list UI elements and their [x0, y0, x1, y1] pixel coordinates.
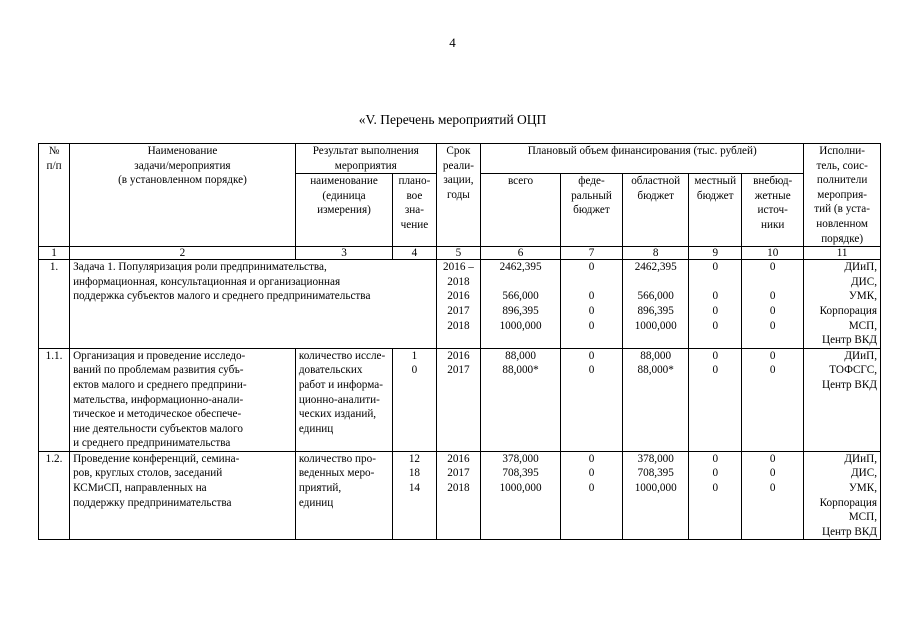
cell-line: 0 [588, 349, 595, 362]
cell-line: ДИиП, [844, 349, 877, 362]
cell-line: 2018 [447, 482, 470, 495]
header-row-1 [39, 144, 881, 174]
cell-line: поддержка субъектов малого и среднего предпринимательства [73, 290, 371, 303]
row-external [742, 348, 804, 451]
cell-line: УМК, [848, 290, 877, 303]
cell-line: ТОФСГС, [829, 364, 877, 377]
cell-line: 0 [411, 364, 418, 377]
cell-line: 378,000 [502, 452, 539, 465]
cell-line: 12 [408, 452, 420, 465]
table-row [39, 348, 881, 451]
column-number: 4 [393, 247, 436, 260]
cell-line: ческих изданий, [298, 408, 377, 421]
cell-line: 708,395 [637, 467, 674, 480]
cell-line [564, 275, 619, 290]
cell-line: количество про- [298, 452, 376, 465]
cell-line: Центр ВКД [821, 525, 877, 538]
header-executor [804, 144, 881, 247]
cell-line: наименование [310, 175, 378, 188]
cell-line: Срок [446, 145, 471, 157]
cell-line: работ и информа- [298, 378, 383, 391]
cell-line: Организация и проведение исследо- [73, 349, 246, 362]
row-result-plan [393, 451, 436, 540]
row-executor [804, 260, 881, 349]
row-federal [560, 260, 622, 349]
cell-line: полнители [816, 174, 868, 187]
cell-line: 0 [769, 319, 776, 332]
cell-line: измерения) [317, 204, 371, 217]
cell-line: 2018 [447, 275, 470, 288]
row-num: 1.2. [39, 451, 70, 540]
row-local [689, 348, 742, 451]
cell-line: тическое и методическое обеспече- [73, 408, 242, 421]
cell-line: единиц [298, 496, 334, 509]
header-federal [560, 174, 622, 247]
row-local [689, 451, 742, 540]
cell-line: 0 [588, 482, 595, 495]
section-heading: «V. Перечень мероприятий ОЦП [358, 112, 547, 127]
cell-line [745, 275, 800, 290]
cell-line: 0 [588, 319, 595, 332]
cell-line: 0 [588, 467, 595, 480]
cell-line: бюджет [696, 189, 734, 202]
column-number: 7 [560, 247, 622, 260]
cell-line: Исполни- [819, 145, 866, 157]
cell-line: Задача 1. Популяризация роли предпринимательства, [73, 261, 327, 274]
cell-line: 88,000* [637, 364, 674, 377]
cell-line: КСМиСП, направленных на [73, 482, 207, 495]
header-external [742, 174, 804, 247]
cell-line: зна- [404, 204, 424, 217]
cell-line: Корпорация [819, 496, 877, 509]
row-local [689, 260, 742, 349]
cell-line: (в установленном порядке) [118, 174, 247, 187]
cell-line: информационная, консультационная и организационная [73, 275, 341, 288]
cell-line: 0 [769, 304, 776, 317]
cell-line: 566,000 [637, 290, 674, 303]
row-regional [623, 348, 689, 451]
cell-line: мероприя- [817, 188, 867, 201]
cell-line: тель, соис- [816, 159, 868, 172]
cell-line: феде- [578, 175, 605, 188]
header-total: всего [481, 174, 561, 247]
column-number: 3 [295, 247, 392, 260]
cell-line: бюджет [573, 204, 610, 217]
cell-line: 0 [712, 319, 719, 332]
row-regional [623, 451, 689, 540]
cell-line: ДИС, [851, 275, 877, 288]
row-years [436, 451, 481, 540]
header-task [70, 144, 296, 247]
cell-line: 2016 [447, 290, 470, 303]
cell-line: 1000,000 [634, 319, 677, 332]
cell-line: плано- [398, 175, 431, 188]
row-result-name [295, 348, 392, 451]
cell-line: Центр ВКД [821, 378, 877, 391]
header-num [39, 144, 70, 247]
page-number: 4 [449, 35, 456, 50]
cell-line: 0 [712, 364, 719, 377]
cell-line: внебюд- [753, 175, 793, 188]
cell-line: задачи/мероприятия [134, 159, 231, 172]
cell-line: 566,000 [502, 290, 539, 303]
cell-line: 0 [712, 349, 719, 362]
row-result-plan [393, 348, 436, 451]
cell-line: тий (в уста- [814, 203, 870, 216]
cell-line: ДИиП, [844, 261, 877, 274]
row-external [742, 451, 804, 540]
cell-line: 0 [712, 482, 719, 495]
cell-line: 0 [588, 304, 595, 317]
cell-line: 2462,395 [634, 261, 677, 274]
row-regional [623, 260, 689, 349]
cell-line: ние деятельности субъектов малого [73, 422, 243, 435]
cell-line: 0 [588, 290, 595, 303]
cell-line: 14 [408, 482, 420, 495]
cell-line: ционно-аналити- [298, 393, 380, 406]
cell-line: 0 [769, 290, 776, 303]
cell-line: зации, [443, 174, 474, 187]
cell-line: 2018 [447, 319, 470, 332]
cell-line: 0 [712, 467, 719, 480]
cell-line: 378,000 [637, 452, 674, 465]
cell-line: УМК, [848, 482, 877, 495]
row-result-name [295, 451, 392, 540]
cell-line: новленном [816, 217, 868, 230]
header-regional [623, 174, 689, 247]
header-funding: Плановый объем финансирования (тыс. рублей) [481, 144, 804, 174]
row-num: 1. [39, 260, 70, 349]
cell-line: 88,000 [505, 349, 536, 362]
row-executor [804, 348, 881, 451]
cell-line: 18 [408, 467, 420, 480]
cell-line: источ- [757, 204, 788, 217]
cell-line: 0 [588, 452, 595, 465]
column-number: 2 [70, 247, 296, 260]
row-external [742, 260, 804, 349]
cell-line: 1000,000 [634, 482, 677, 495]
cell-line: 1 [411, 349, 418, 362]
cell-line: приятий, [298, 482, 342, 495]
cell-line: Центр ВКД [821, 334, 877, 347]
column-number: 6 [481, 247, 561, 260]
row-task [70, 260, 437, 349]
cell-line: 2017 [447, 364, 470, 377]
row-federal [560, 348, 622, 451]
cell-line: ники [761, 218, 785, 231]
cell-line [692, 275, 738, 290]
column-number: 5 [436, 247, 481, 260]
cell-line: ров, круглых столов, заседаний [73, 467, 223, 480]
cell-line: веденных меро- [298, 467, 375, 480]
cell-line: 0 [769, 452, 776, 465]
cell-line: 0 [712, 452, 719, 465]
cell-line: 88,000* [502, 364, 539, 377]
header-result [295, 144, 436, 174]
cell-line: № [48, 145, 60, 157]
column-number: 9 [689, 247, 742, 260]
cell-line: ектов малого и среднего предприни- [73, 378, 247, 391]
cell-line: вое [406, 189, 423, 202]
cell-line: 0 [769, 467, 776, 480]
cell-line: 0 [769, 482, 776, 495]
cell-line: довательских [298, 364, 363, 377]
header-term [436, 144, 481, 247]
column-number: 11 [804, 247, 881, 260]
cell-line: 0 [712, 290, 719, 303]
cell-line: Корпорация [819, 304, 877, 317]
header-result-plan [393, 174, 436, 247]
column-number: 1 [39, 247, 70, 260]
row-task [70, 348, 296, 451]
cell-line: и среднего предпринимательства [73, 437, 231, 450]
cell-line: 88,000 [640, 349, 672, 362]
column-number: 8 [623, 247, 689, 260]
row-years [436, 260, 481, 349]
cell-line: порядке) [821, 232, 864, 245]
cell-line: ДИС, [851, 467, 877, 480]
row-total [481, 348, 561, 451]
cell-line: 896,395 [637, 304, 674, 317]
cell-line: 0 [769, 364, 776, 377]
cell-line: местный [694, 175, 737, 188]
column-number: 10 [742, 247, 804, 260]
header-local [689, 174, 742, 247]
cell-line: 2016 [447, 349, 470, 362]
cell-line: 708,395 [502, 467, 539, 480]
cell-line: Проведение конференций, семина- [73, 452, 240, 465]
cell-line: бюджет [637, 189, 674, 202]
cell-line: 2016 [447, 452, 470, 465]
cell-line: Результат выполнения [312, 145, 419, 157]
cell-line: 2017 [447, 304, 470, 317]
row-total [481, 451, 561, 540]
cell-line: МСП, [848, 319, 877, 332]
table-row [39, 260, 881, 349]
cell-line: 2017 [447, 467, 470, 480]
cell-line: чение [400, 218, 429, 231]
table-row [39, 451, 881, 540]
row-num: 1.1. [39, 348, 70, 451]
cell-line: жетные [754, 189, 791, 202]
cell-line: количество иссле- [298, 349, 386, 362]
row-years [436, 348, 481, 451]
cell-line: 0 [769, 349, 776, 362]
column-number-row [39, 247, 881, 260]
cell-line: 2016 – [443, 261, 474, 274]
cell-line: (единица [322, 189, 366, 202]
header-result-name [295, 174, 392, 247]
cell-line: 2462,395 [499, 261, 542, 274]
cell-line: ваний по проблемам развития субъ- [73, 364, 244, 377]
cell-line: ральный [571, 189, 612, 202]
cell-line: мательства, информационно-анали- [73, 393, 244, 406]
cell-line: поддержку предпринимательства [73, 496, 232, 509]
cell-line: реали- [442, 159, 474, 172]
cell-line: мероприятия [334, 159, 397, 172]
cell-line: годы [447, 188, 470, 201]
row-executor [804, 451, 881, 540]
cell-line: областной [631, 175, 681, 188]
row-federal [560, 451, 622, 540]
row-total [481, 260, 561, 349]
cell-line [626, 275, 685, 290]
cell-line [484, 275, 557, 290]
cell-line: 1000,000 [499, 482, 542, 495]
cell-line: Наименование [147, 145, 218, 157]
cell-line: 896,395 [502, 304, 539, 317]
activities-table [38, 143, 881, 540]
cell-line: 0 [712, 304, 719, 317]
cell-line: 0 [588, 261, 595, 274]
cell-line: ДИиП, [844, 452, 877, 465]
cell-line: МСП, [848, 511, 877, 524]
cell-line: п/п [46, 159, 62, 172]
cell-line: 0 [588, 364, 595, 377]
row-task [70, 451, 296, 540]
cell-line: единиц [298, 422, 334, 435]
cell-line: 1000,000 [499, 319, 542, 332]
cell-line: 0 [769, 261, 776, 274]
cell-line: 0 [712, 261, 719, 274]
